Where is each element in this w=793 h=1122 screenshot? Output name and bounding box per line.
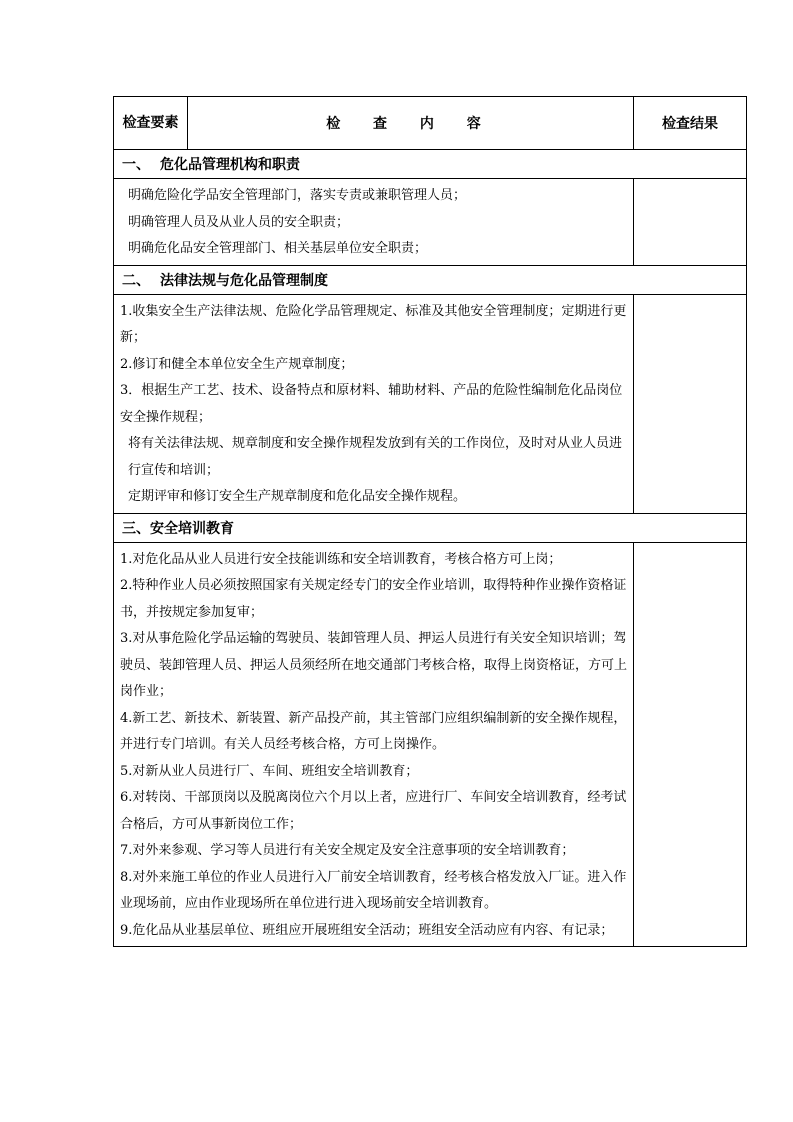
- section-body-row: [114, 294, 747, 513]
- section-heading-row: [114, 150, 747, 179]
- inspection-table: [113, 96, 747, 947]
- section-body-row: [114, 542, 747, 947]
- result-cell[interactable]: [634, 542, 747, 947]
- section-heading: [114, 513, 747, 542]
- list-item: 7.对外来参观、学习等人员进行有关安全规定及安全注意事项的安全培训教育；: [120, 843, 575, 858]
- result-cell[interactable]: [634, 294, 747, 513]
- section-title: 安全培训教育: [150, 520, 234, 537]
- section-heading: [114, 265, 747, 294]
- list-item: 5.对新从业人员进行厂、车间、班组安全培训教育；: [120, 763, 419, 779]
- list-item: 3.对从事危险化学品运输的驾驶员、装卸管理人员、押运人员进行有关安全知识培训；驾驶员、装卸管理人员、押运人员须经所在地交通部门考核合格，取得上岗资格证，方可上岗作业；: [120, 631, 628, 699]
- section-content: [114, 294, 634, 513]
- header-check-element: 检查要素: [114, 97, 188, 150]
- list-item: 1.收集安全生产法律法规、危险化学品管理规定、标准及其他安全管理制度；定期进行更新；: [120, 303, 627, 345]
- list-item: 9.危化品从业基层单位、班组应开展班组安全活动；班组安全活动应有内容、有记录；: [120, 922, 614, 938]
- table-header-row: [114, 97, 747, 150]
- list-item: 2.修订和健全本单位安全生产规章制度；: [120, 356, 354, 372]
- section-title: 法律法规与危化品管理制度: [160, 272, 328, 289]
- list-item: 明确危险化学品安全管理部门，落实专责或兼职管理人员；: [128, 188, 467, 203]
- list-item: 将有关法律法规、规章制度和安全操作规程发放到有关的工作岗位，及时对从业人员进行宣传和培训；: [128, 436, 623, 478]
- section-heading-row: [114, 513, 747, 542]
- section-number: 二、: [122, 272, 150, 289]
- section-body-row: [114, 179, 747, 266]
- list-item: 4.新工艺、新技术、新装置、新产品投产前，其主管部门应组织编制新的安全操作规程，并进行专门培训。有关人员经考核合格，方可上岗操作。: [120, 710, 627, 752]
- inspection-sheet: [113, 96, 746, 947]
- section-content: [114, 179, 634, 266]
- section-heading: [114, 150, 747, 179]
- result-cell[interactable]: [634, 179, 747, 266]
- section-number: 一、: [122, 157, 150, 173]
- list-item: 明确危化品安全管理部门、相关基层单位安全职责；: [128, 241, 428, 256]
- section-heading-row: [114, 265, 747, 294]
- section-title: 危化品管理机构和职责: [160, 157, 300, 173]
- list-item: 6.对转岗、干部顶岗以及脱离岗位六个月以上者，应进行厂、车间安全培训教育，经考试合格后，方可从事新岗位工作；: [120, 790, 627, 832]
- header-check-content: 检 查 内 容: [188, 97, 634, 150]
- list-item: 1.对危化品从业人员进行安全技能训练和安全培训教育，考核合格方可上岗；: [120, 551, 562, 567]
- header-check-result: 检查结果: [634, 97, 747, 150]
- section-content: [114, 542, 634, 947]
- list-item: 8.对外来施工单位的作业人员进行入厂前安全培训教育，经考核合格发放入厂证。进入作业现场前，应由作业现场所在单位进行进入现场前安全培训教育。: [120, 869, 627, 911]
- list-item: 3．根据生产工艺、技术、设备特点和原材料、辅助材料、产品的危险性编制危化品岗位安全操作规程；: [120, 383, 623, 425]
- list-item: 定期评审和修订安全生产规章制度和危化品安全操作规程。: [128, 489, 467, 504]
- list-item: 2.特种作业人员必须按照国家有关规定经专门的安全作业培训，取得特种作业操作资格证书，并按规定参加复审；: [120, 578, 627, 620]
- section-number: 三、: [122, 520, 150, 537]
- list-item: 明确管理人员及从业人员的安全职责；: [128, 214, 350, 230]
